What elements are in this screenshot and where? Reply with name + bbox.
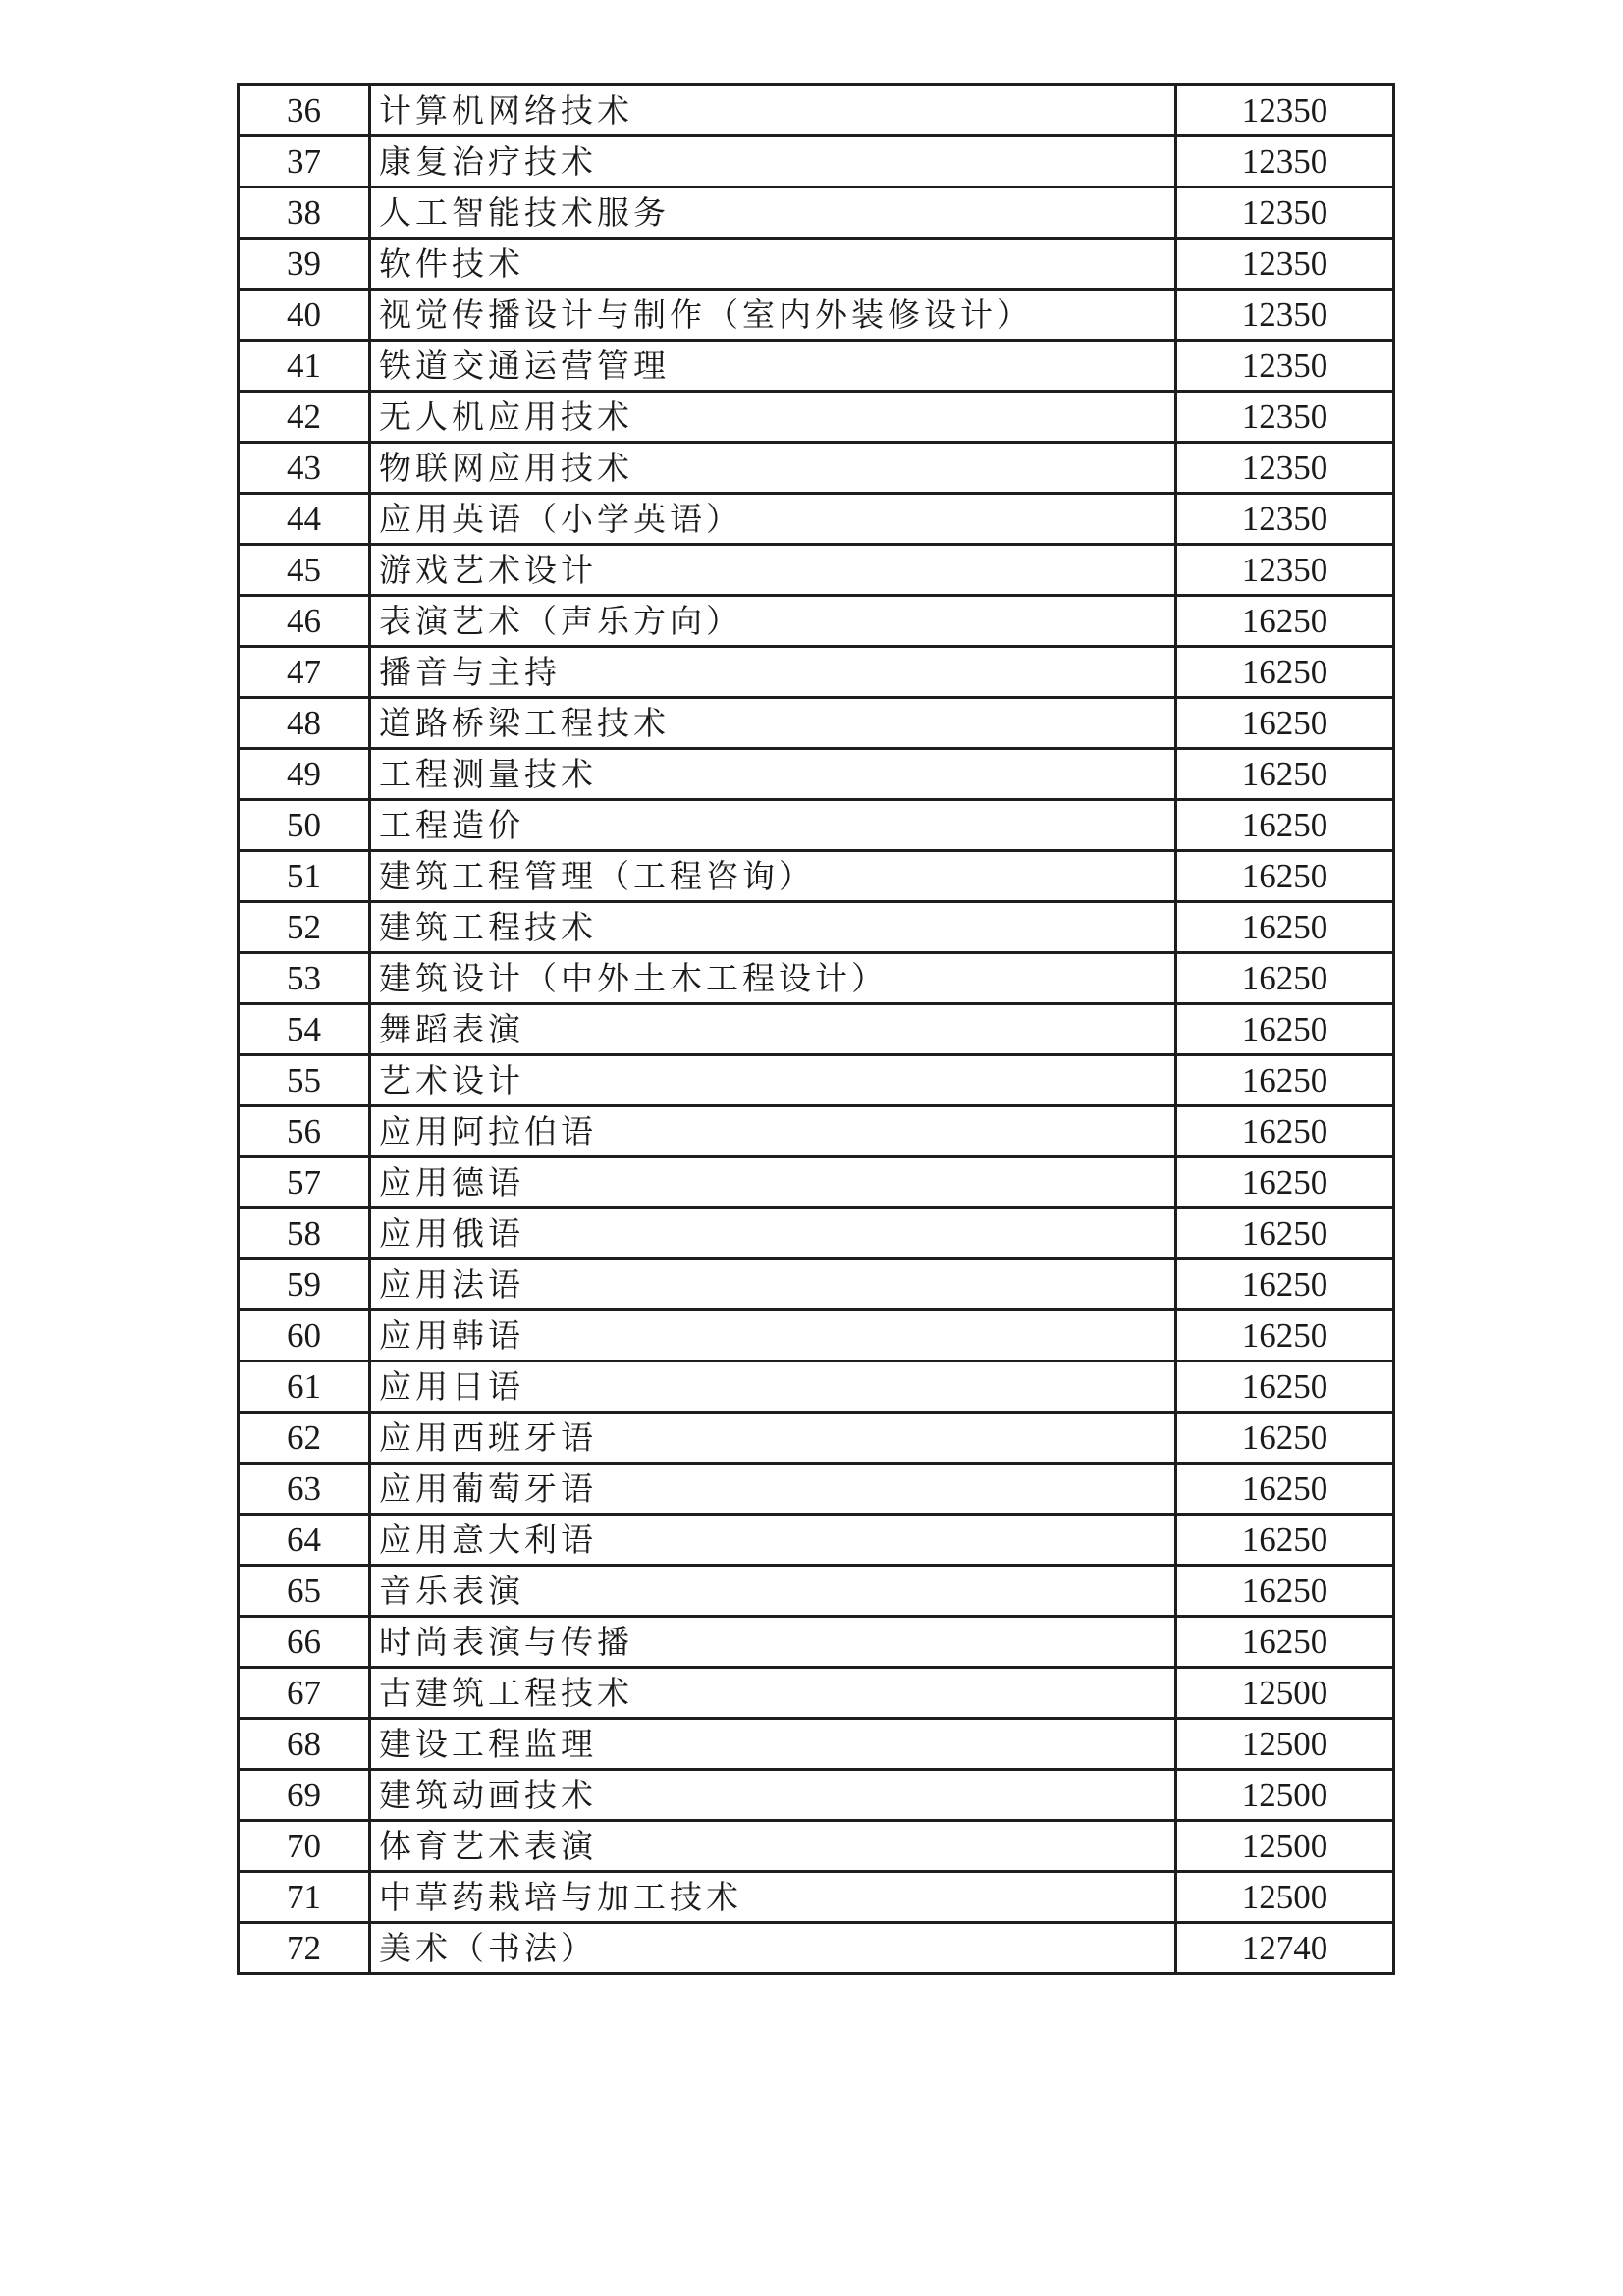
table-row xyxy=(239,187,1394,239)
table-row xyxy=(239,1004,1394,1055)
table-row xyxy=(239,392,1394,443)
table-row xyxy=(239,239,1394,290)
table-row xyxy=(239,1719,1394,1770)
row-number-cell: 49 xyxy=(239,749,370,800)
row-number-cell: 64 xyxy=(239,1515,370,1566)
fee-cell: 16250 xyxy=(1176,749,1394,800)
major-name-cell: 美术（书法） xyxy=(370,1923,1176,1974)
fee-cell: 16250 xyxy=(1176,1413,1394,1464)
table-row xyxy=(239,341,1394,392)
major-name-cell: 物联网应用技术 xyxy=(370,443,1176,494)
major-name-cell: 工程测量技术 xyxy=(370,749,1176,800)
fee-cell: 12350 xyxy=(1176,85,1394,136)
table-row xyxy=(239,1617,1394,1668)
row-number-cell: 56 xyxy=(239,1106,370,1157)
fee-cell: 16250 xyxy=(1176,1004,1394,1055)
fee-cell: 16250 xyxy=(1176,1362,1394,1413)
major-name-cell: 中草药栽培与加工技术 xyxy=(370,1872,1176,1923)
fee-cell: 16250 xyxy=(1176,698,1394,749)
major-name-cell: 建筑工程技术 xyxy=(370,902,1176,953)
major-name-cell: 应用法语 xyxy=(370,1259,1176,1310)
fee-cell: 16250 xyxy=(1176,1208,1394,1259)
row-number-cell: 36 xyxy=(239,85,370,136)
table-row xyxy=(239,136,1394,187)
major-name-cell: 计算机网络技术 xyxy=(370,85,1176,136)
table-row xyxy=(239,1362,1394,1413)
row-number-cell: 62 xyxy=(239,1413,370,1464)
row-number-cell: 50 xyxy=(239,800,370,851)
major-name-cell: 体育艺术表演 xyxy=(370,1821,1176,1872)
fee-cell: 12500 xyxy=(1176,1821,1394,1872)
row-number-cell: 39 xyxy=(239,239,370,290)
table-row xyxy=(239,1872,1394,1923)
major-name-cell: 应用阿拉伯语 xyxy=(370,1106,1176,1157)
major-name-cell: 康复治疗技术 xyxy=(370,136,1176,187)
table-row xyxy=(239,800,1394,851)
fee-cell: 12350 xyxy=(1176,187,1394,239)
table-row xyxy=(239,1310,1394,1362)
table-row xyxy=(239,494,1394,545)
major-name-cell: 工程造价 xyxy=(370,800,1176,851)
fee-cell: 12500 xyxy=(1176,1770,1394,1821)
table-body xyxy=(239,85,1394,1974)
major-name-cell: 应用日语 xyxy=(370,1362,1176,1413)
row-number-cell: 48 xyxy=(239,698,370,749)
major-name-cell: 铁道交通运营管理 xyxy=(370,341,1176,392)
major-name-cell: 应用德语 xyxy=(370,1157,1176,1208)
fee-cell: 12740 xyxy=(1176,1923,1394,1974)
major-name-cell: 舞蹈表演 xyxy=(370,1004,1176,1055)
major-name-cell: 应用韩语 xyxy=(370,1310,1176,1362)
row-number-cell: 54 xyxy=(239,1004,370,1055)
table-row xyxy=(239,1259,1394,1310)
fee-cell: 16250 xyxy=(1176,647,1394,698)
table-row xyxy=(239,902,1394,953)
row-number-cell: 57 xyxy=(239,1157,370,1208)
table-row xyxy=(239,698,1394,749)
table-row xyxy=(239,1208,1394,1259)
major-name-cell: 应用俄语 xyxy=(370,1208,1176,1259)
table-row xyxy=(239,953,1394,1004)
fee-cell: 16250 xyxy=(1176,1566,1394,1617)
table-row xyxy=(239,290,1394,341)
table-row xyxy=(239,1668,1394,1719)
row-number-cell: 41 xyxy=(239,341,370,392)
row-number-cell: 47 xyxy=(239,647,370,698)
major-name-cell: 应用西班牙语 xyxy=(370,1413,1176,1464)
row-number-cell: 38 xyxy=(239,187,370,239)
row-number-cell: 51 xyxy=(239,851,370,902)
fee-cell: 16250 xyxy=(1176,800,1394,851)
fee-cell: 12350 xyxy=(1176,136,1394,187)
row-number-cell: 72 xyxy=(239,1923,370,1974)
row-number-cell: 53 xyxy=(239,953,370,1004)
major-name-cell: 建设工程监理 xyxy=(370,1719,1176,1770)
row-number-cell: 55 xyxy=(239,1055,370,1106)
fee-cell: 16250 xyxy=(1176,1055,1394,1106)
row-number-cell: 46 xyxy=(239,596,370,647)
major-name-cell: 应用葡萄牙语 xyxy=(370,1464,1176,1515)
row-number-cell: 66 xyxy=(239,1617,370,1668)
fee-cell: 12350 xyxy=(1176,341,1394,392)
major-name-cell: 应用英语（小学英语） xyxy=(370,494,1176,545)
fee-cell: 12500 xyxy=(1176,1872,1394,1923)
row-number-cell: 58 xyxy=(239,1208,370,1259)
major-name-cell: 播音与主持 xyxy=(370,647,1176,698)
major-name-cell: 时尚表演与传播 xyxy=(370,1617,1176,1668)
major-name-cell: 音乐表演 xyxy=(370,1566,1176,1617)
row-number-cell: 71 xyxy=(239,1872,370,1923)
row-number-cell: 40 xyxy=(239,290,370,341)
fee-cell: 12350 xyxy=(1176,443,1394,494)
table-row xyxy=(239,749,1394,800)
table-row xyxy=(239,1566,1394,1617)
row-number-cell: 69 xyxy=(239,1770,370,1821)
row-number-cell: 61 xyxy=(239,1362,370,1413)
table-row xyxy=(239,851,1394,902)
table-row xyxy=(239,1157,1394,1208)
row-number-cell: 65 xyxy=(239,1566,370,1617)
table-row xyxy=(239,1923,1394,1974)
table-row xyxy=(239,1821,1394,1872)
fee-cell: 12500 xyxy=(1176,1719,1394,1770)
table-row xyxy=(239,1106,1394,1157)
major-name-cell: 古建筑工程技术 xyxy=(370,1668,1176,1719)
major-name-cell: 道路桥梁工程技术 xyxy=(370,698,1176,749)
table-row xyxy=(239,1464,1394,1515)
fee-cell: 12350 xyxy=(1176,494,1394,545)
row-number-cell: 59 xyxy=(239,1259,370,1310)
table-row xyxy=(239,85,1394,136)
major-name-cell: 建筑工程管理（工程咨询） xyxy=(370,851,1176,902)
row-number-cell: 67 xyxy=(239,1668,370,1719)
major-name-cell: 软件技术 xyxy=(370,239,1176,290)
major-name-cell: 建筑设计（中外土木工程设计） xyxy=(370,953,1176,1004)
row-number-cell: 63 xyxy=(239,1464,370,1515)
major-name-cell: 建筑动画技术 xyxy=(370,1770,1176,1821)
major-name-cell: 无人机应用技术 xyxy=(370,392,1176,443)
major-name-cell: 艺术设计 xyxy=(370,1055,1176,1106)
fee-cell: 16250 xyxy=(1176,851,1394,902)
table-row xyxy=(239,1770,1394,1821)
row-number-cell: 44 xyxy=(239,494,370,545)
row-number-cell: 43 xyxy=(239,443,370,494)
fee-cell: 16250 xyxy=(1176,1259,1394,1310)
row-number-cell: 37 xyxy=(239,136,370,187)
major-name-cell: 视觉传播设计与制作（室内外装修设计） xyxy=(370,290,1176,341)
tuition-fee-table xyxy=(237,83,1395,1975)
table-row xyxy=(239,647,1394,698)
fee-cell: 16250 xyxy=(1176,596,1394,647)
row-number-cell: 60 xyxy=(239,1310,370,1362)
fee-cell: 12350 xyxy=(1176,392,1394,443)
fee-cell: 12350 xyxy=(1176,290,1394,341)
fee-cell: 16250 xyxy=(1176,1157,1394,1208)
fee-cell: 16250 xyxy=(1176,1106,1394,1157)
row-number-cell: 68 xyxy=(239,1719,370,1770)
row-number-cell: 70 xyxy=(239,1821,370,1872)
table-row xyxy=(239,1413,1394,1464)
table-row xyxy=(239,443,1394,494)
major-name-cell: 游戏艺术设计 xyxy=(370,545,1176,596)
fee-cell: 16250 xyxy=(1176,1617,1394,1668)
row-number-cell: 52 xyxy=(239,902,370,953)
table-row xyxy=(239,1055,1394,1106)
table-row xyxy=(239,596,1394,647)
fee-cell: 16250 xyxy=(1176,1464,1394,1515)
fee-cell: 16250 xyxy=(1176,953,1394,1004)
table-row xyxy=(239,545,1394,596)
fee-cell: 12350 xyxy=(1176,545,1394,596)
major-name-cell: 表演艺术（声乐方向） xyxy=(370,596,1176,647)
fee-cell: 12500 xyxy=(1176,1668,1394,1719)
row-number-cell: 42 xyxy=(239,392,370,443)
major-name-cell: 应用意大利语 xyxy=(370,1515,1176,1566)
fee-cell: 12350 xyxy=(1176,239,1394,290)
major-name-cell: 人工智能技术服务 xyxy=(370,187,1176,239)
row-number-cell: 45 xyxy=(239,545,370,596)
fee-cell: 16250 xyxy=(1176,1515,1394,1566)
table-row xyxy=(239,1515,1394,1566)
fee-cell: 16250 xyxy=(1176,902,1394,953)
fee-cell: 16250 xyxy=(1176,1310,1394,1362)
